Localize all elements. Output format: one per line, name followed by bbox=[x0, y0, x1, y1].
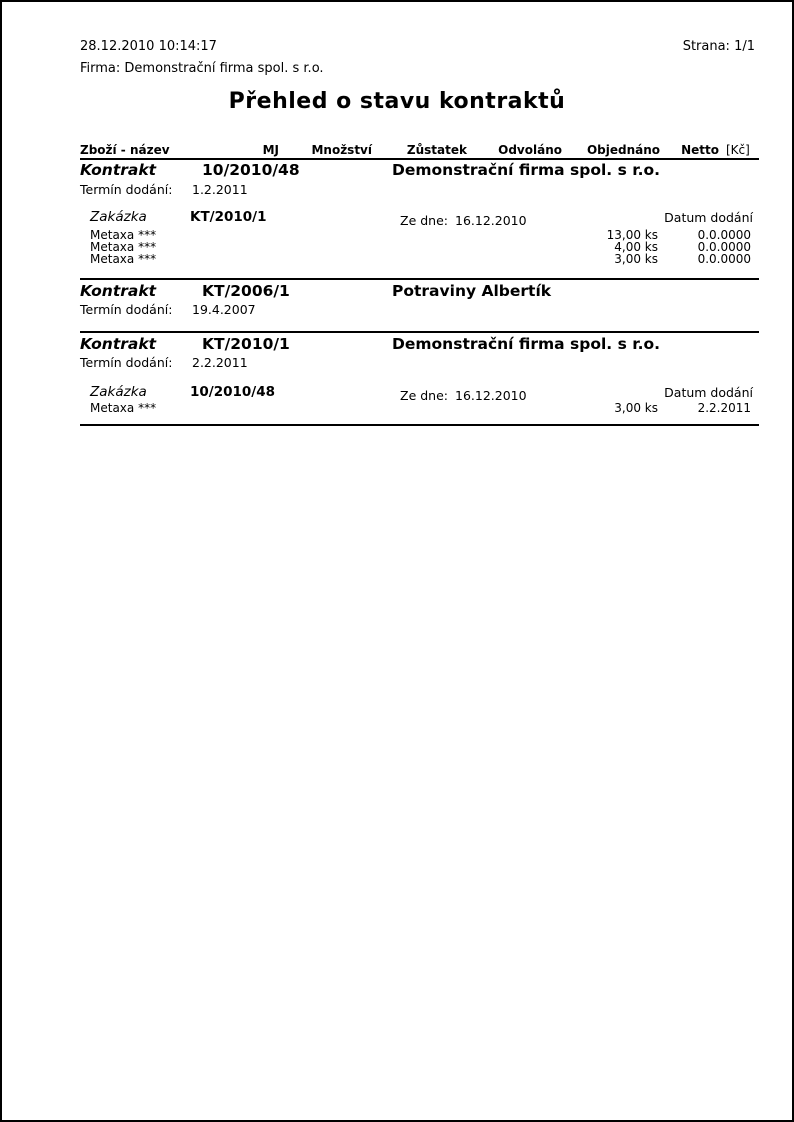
from-date-value: 16.12.2010 bbox=[455, 213, 527, 228]
order-label: Zakázka bbox=[90, 209, 147, 225]
item-delivery-date: 2.2.2011 bbox=[697, 401, 751, 415]
header-rule bbox=[80, 158, 759, 160]
order-from-date bbox=[400, 210, 527, 229]
firm-name: Firma: Demonstrační firma spol. s r.o. bbox=[80, 61, 324, 76]
contract-partner: Demonstrační firma spol. s r.o. bbox=[392, 335, 661, 353]
section-rule bbox=[80, 331, 759, 333]
delivery-term-value: 19.4.2007 bbox=[192, 302, 256, 317]
column-header-name: Zboží - název bbox=[80, 143, 170, 157]
order-from-date bbox=[400, 385, 527, 404]
item-quantity: 3,00 ks bbox=[614, 252, 658, 266]
page-number: Strana: 1/1 bbox=[682, 39, 755, 54]
delivery-term-value: 1.2.2011 bbox=[192, 182, 248, 197]
column-header-currency: [Kč] bbox=[726, 143, 750, 157]
order-number: 10/2010/48 bbox=[190, 384, 276, 400]
column-header-unit: MJ bbox=[262, 143, 279, 157]
contract-number: KT/2006/1 bbox=[202, 282, 290, 300]
item-delivery-date: 0.0.0000 bbox=[697, 228, 751, 242]
contract-label: Kontrakt bbox=[80, 335, 157, 353]
item-quantity: 13,00 ks bbox=[606, 228, 658, 242]
column-header-cancelled: Odvoláno bbox=[498, 143, 562, 157]
footer-rule bbox=[80, 424, 759, 426]
from-date-label: Ze dne: bbox=[400, 213, 448, 228]
report-title: Přehled o stavu kontraktů bbox=[228, 89, 566, 114]
item-name: Metaxa *** bbox=[90, 401, 157, 415]
contract-partner: Potraviny Albertík bbox=[392, 282, 552, 300]
contract-number: 10/2010/48 bbox=[202, 161, 300, 179]
delivery-term-value: 2.2.2011 bbox=[192, 355, 248, 370]
item-delivery-date: 0.0.0000 bbox=[697, 252, 751, 266]
delivery-term-label: Termín dodání: bbox=[80, 355, 173, 370]
delivery-date-header: Datum dodání bbox=[664, 210, 753, 225]
order-number: KT/2010/1 bbox=[190, 209, 267, 225]
item-name: Metaxa *** bbox=[90, 228, 157, 242]
delivery-term-label: Termín dodání: bbox=[80, 302, 173, 317]
item-quantity: 3,00 ks bbox=[614, 401, 658, 415]
item-name: Metaxa *** bbox=[90, 252, 157, 266]
item-quantity: 4,00 ks bbox=[614, 240, 658, 254]
order-label: Zakázka bbox=[90, 384, 147, 400]
column-header-netto: Netto bbox=[681, 143, 719, 157]
from-date-label: Ze dne: bbox=[400, 388, 448, 403]
item-name: Metaxa *** bbox=[90, 240, 157, 254]
contract-label: Kontrakt bbox=[80, 161, 157, 179]
contract-partner: Demonstrační firma spol. s r.o. bbox=[392, 161, 661, 179]
contract-number: KT/2010/1 bbox=[202, 335, 290, 353]
item-delivery-date: 0.0.0000 bbox=[697, 240, 751, 254]
contract-label: Kontrakt bbox=[80, 282, 157, 300]
column-header-balance: Zůstatek bbox=[406, 143, 467, 157]
printed-at-timestamp: 28.12.2010 10:14:17 bbox=[80, 39, 217, 54]
column-header-quantity: Množství bbox=[311, 143, 372, 157]
column-header-ordered: Objednáno bbox=[586, 143, 660, 157]
delivery-date-header: Datum dodání bbox=[664, 385, 753, 400]
delivery-term-label: Termín dodání: bbox=[80, 182, 173, 197]
from-date-value: 16.12.2010 bbox=[455, 388, 527, 403]
section-rule bbox=[80, 278, 759, 280]
